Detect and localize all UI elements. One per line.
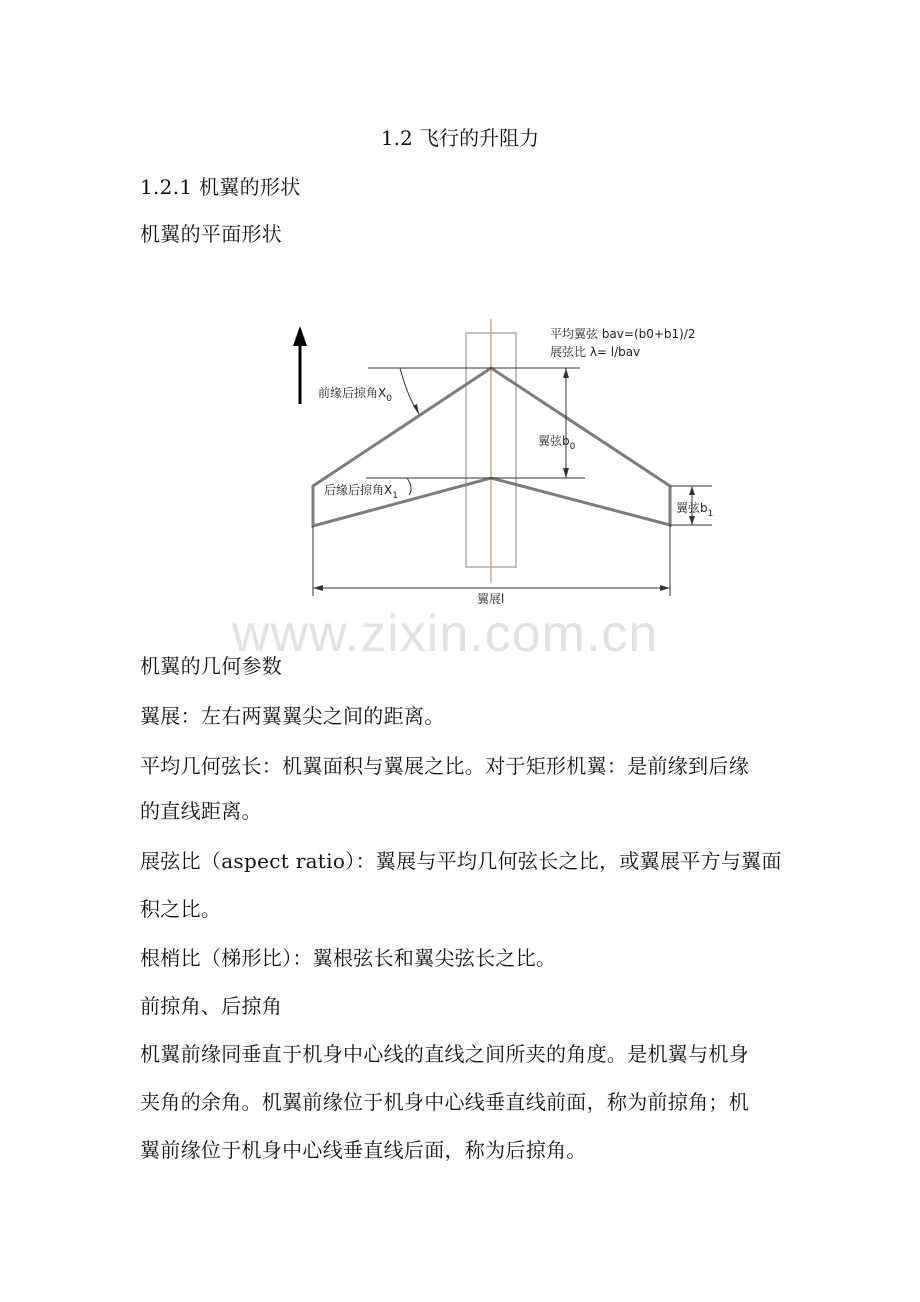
span-label: 翼展l	[477, 592, 505, 606]
paragraph-line: 展弦比（aspect ratio）：翼展与平均几何弦长之比，或翼展平方与翼面	[140, 849, 782, 873]
paragraph-line: 翼展：左右两翼翼尖之间的距离。	[140, 704, 445, 728]
paragraph-line: 积之比。	[140, 897, 222, 921]
section-plan-title: 机翼的平面形状	[140, 222, 283, 246]
paragraph-line: 前掠角、后掠角	[140, 994, 283, 1018]
aspect-ratio-formula: 展弦比 λ= l/bav	[550, 345, 641, 359]
wing-planform-figure	[280, 314, 714, 606]
trailing-sweep-arc	[407, 478, 411, 495]
paragraph-line: 夹角的余角。机翼前缘位于机身中心线垂直线前面，称为前掠角；机	[140, 1090, 749, 1114]
mean-chord-formula: 平均翼弦 bav=(b0+b1)/2	[550, 327, 696, 341]
page-title: 1.2 飞行的升阻力	[380, 126, 540, 150]
paragraph-line: 机翼前缘同垂直于机身中心线的直线之间所夹的角度。是机翼与机身	[140, 1042, 749, 1066]
paragraph-line: 翼前缘位于机身中心线垂直线后面，称为后掠角。	[140, 1138, 587, 1162]
paragraph-line: 平均几何弦长：机翼面积与翼展之比。对于矩形机翼：是前缘到后缘	[140, 754, 749, 778]
leading-sweep-label: 前缘后掠角$X_0$	[318, 386, 392, 404]
tip-chord-label: 翼弦$b_1$	[676, 501, 714, 519]
paragraph-line: 的直线距离。	[140, 799, 262, 823]
arrow-head-icon	[293, 326, 307, 346]
root-chord-label: 翼弦$b_0$	[538, 434, 576, 452]
subsection-title: 1.2.1 机翼的形状	[140, 175, 301, 199]
paragraph-line: 根梢比（梯形比）：翼根弦长和翼尖弦长之比。	[140, 946, 557, 970]
watermark: www.zixin.com.cn	[232, 605, 659, 663]
section-geometry-title: 机翼的几何参数	[140, 654, 283, 678]
trailing-sweep-label: 后缘后掠角$X_1$	[324, 483, 398, 501]
